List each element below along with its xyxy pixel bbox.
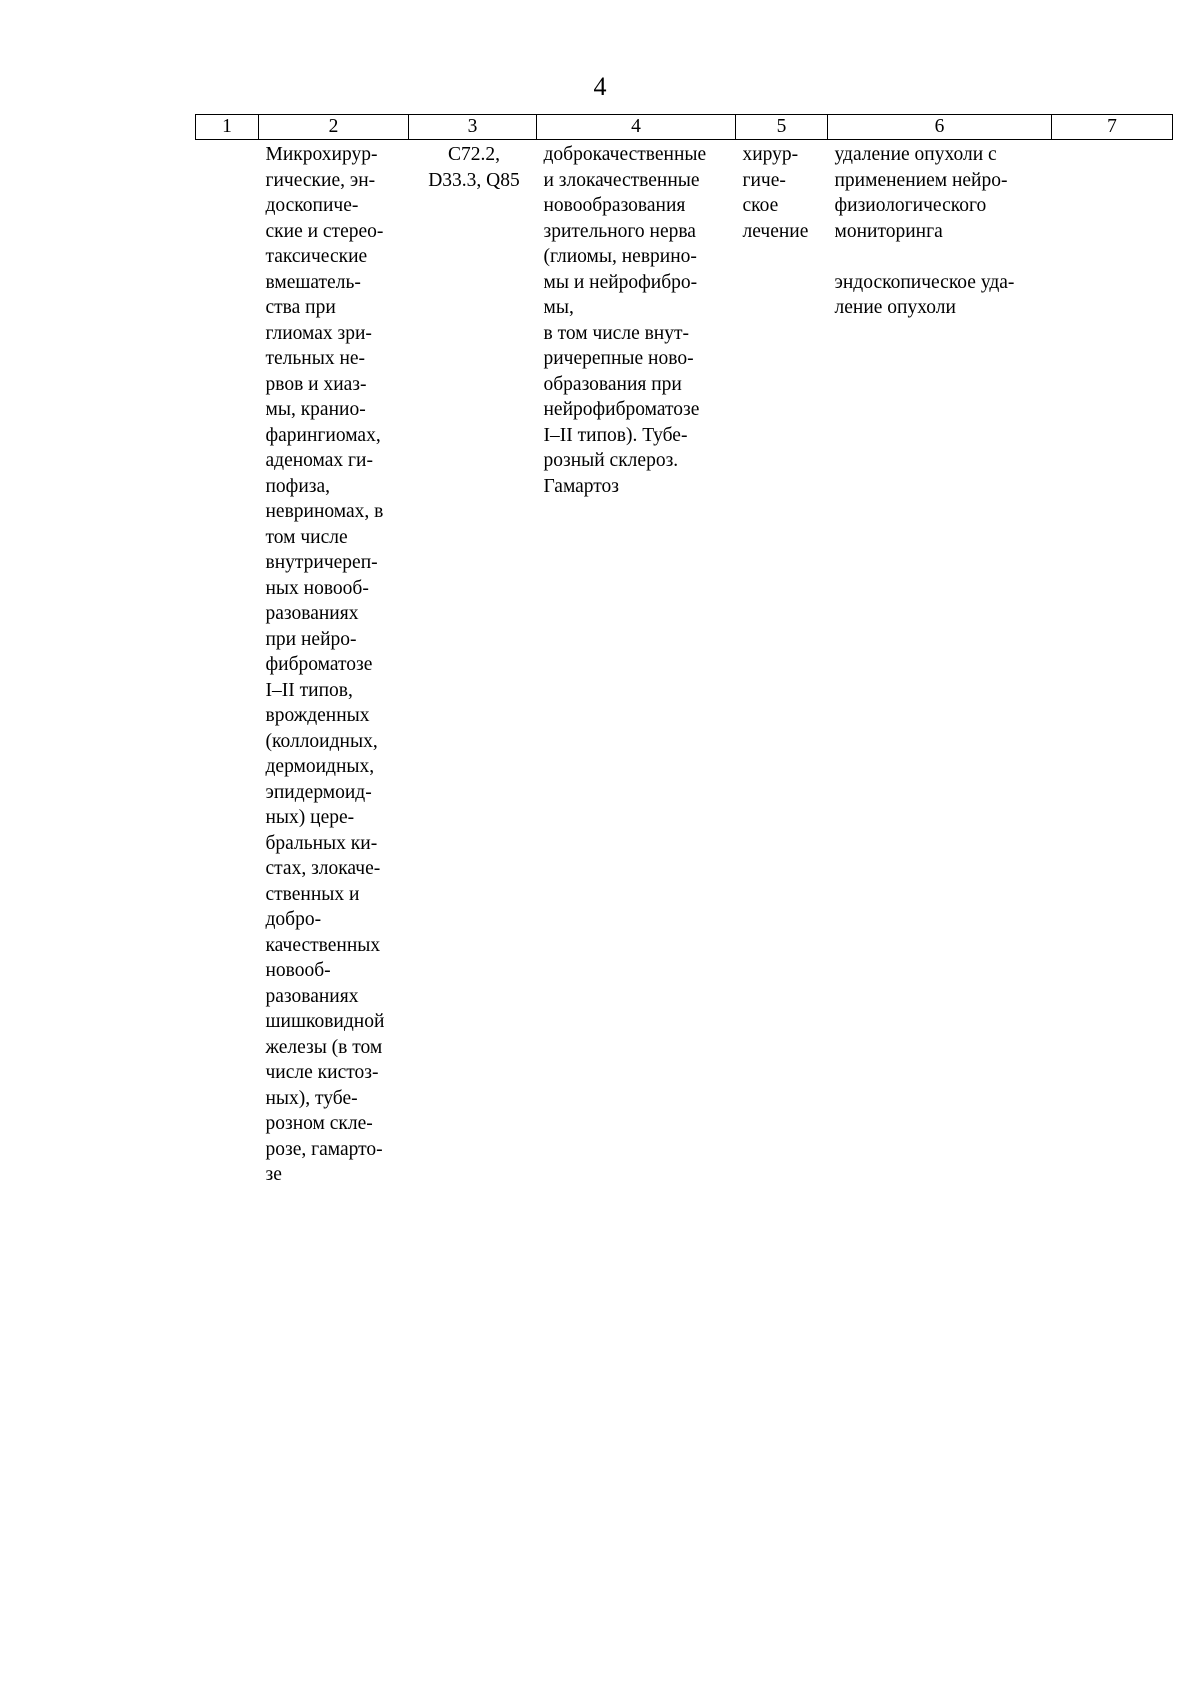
cell-treatment-type: хирур- гиче- ское лечение (742, 144, 809, 242)
treatment-table (195, 114, 1173, 1188)
header-row (196, 115, 1173, 140)
cell-icd-codes: C72.2, D33.3, Q85 (428, 144, 520, 191)
table-header (196, 115, 1173, 140)
header-col-3: 3 (409, 115, 537, 140)
cell-diagnosis: доброкачественные и злокачественные новообразования зрительного нерва (глиомы, неврино- мы и нейрофибро- мы, в том числе внут- ричерепные ново- образования при нейрофиброматозе I–II типов). Тубе- розный склероз. Гамартоз (543, 144, 707, 497)
cell-treatment-method (828, 140, 1052, 1188)
header-col-6: 6 (828, 115, 1052, 140)
method-spacer (835, 244, 1048, 270)
treatment-method-2: эндоскопическое уда- ление опухоли (834, 271, 1015, 318)
header-col-7: 7 (1052, 115, 1173, 140)
header-col-5: 5 (736, 115, 828, 140)
cell-number (196, 140, 259, 1188)
page-number: 4 (593, 72, 607, 101)
header-col-2: 2 (259, 115, 409, 140)
header-col-4: 4 (537, 115, 736, 140)
cell-col-7 (1052, 140, 1173, 1188)
header-col-1: 1 (196, 115, 259, 140)
cell-intervention-name: Микрохирур- гические, эн- доскопиче- ские и стерео- таксические вмешатель- ства при глиомах зри- тельных не- рвов и хиаз- мы, кранио- фарингиомах, аденомах ги- пофиза, невриномах, в том числе внутричереп- ных новооб- разованиях при нейро- фиброматозе I–II типов, врожденных (коллоидных, дермоидных, эпидермоид- ных) цере- бральных ки- стах, злокаче- ственных и добро- качественных новооб- разованиях шишковидной железы (в том числе кистоз- ных), тубе- розном скле- розе, гамарто- зе (265, 144, 385, 1185)
table-row (196, 140, 1173, 1188)
treatment-method-1: удаление опухоли с применением нейро- физиологического мониторинга (834, 144, 1008, 242)
